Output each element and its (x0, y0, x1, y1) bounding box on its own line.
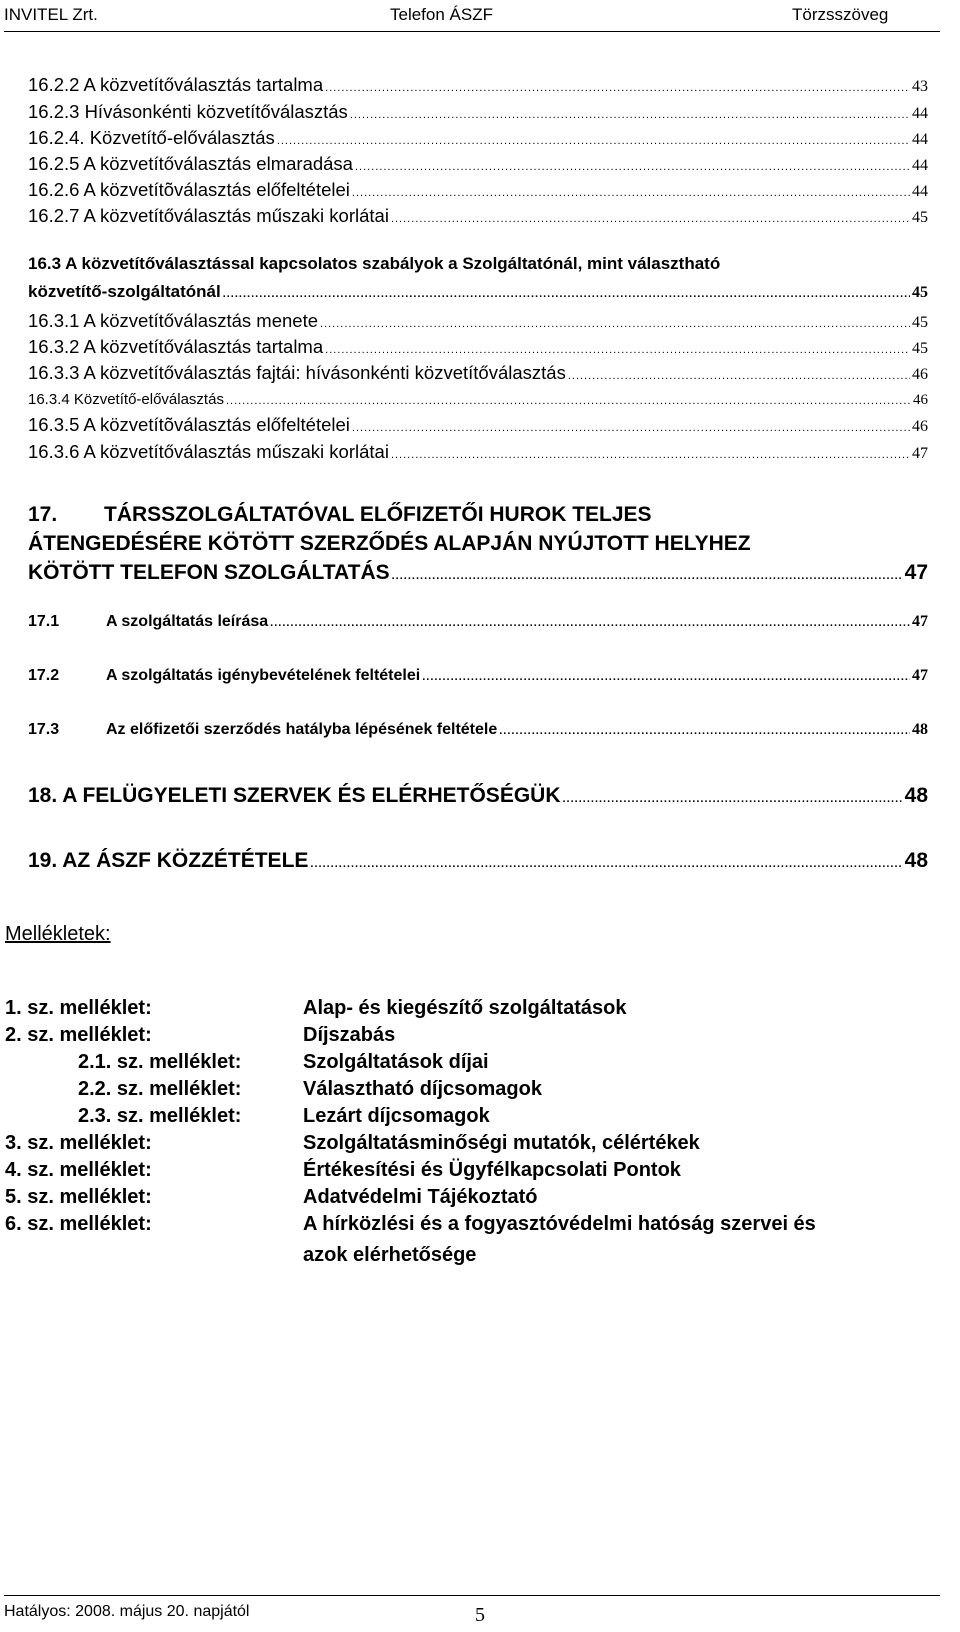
toc-section-16-3[interactable] (28, 282, 928, 302)
toc-leader (355, 161, 910, 173)
toc-entry-page: 46 (912, 418, 928, 435)
annex-label: 3. sz. melléklet: (5, 1132, 152, 1154)
toc-entry[interactable] (28, 179, 928, 201)
toc-entry-page: 45 (912, 340, 928, 357)
toc-entry-title: 16.2.2 A közvetítőválasztás tartalma (28, 74, 324, 95)
annex-label: 2.2. sz. melléklet: (78, 1078, 242, 1100)
toc-entry-page: 45 (912, 314, 928, 331)
toc-entry-page: 47 (912, 445, 928, 462)
footer-rule (4, 1595, 940, 1596)
toc-entry[interactable] (28, 153, 928, 175)
toc-entry[interactable] (28, 362, 928, 384)
annex-title: Adatvédelmi Tájékoztató (303, 1186, 538, 1208)
toc-entry-title: 16.2.4. Közvetítő-előválasztás (28, 127, 275, 148)
annex-title: Választható díjcsomagok (303, 1078, 542, 1100)
toc-entry-page: 44 (912, 157, 928, 174)
toc-entry-title: 19. AZ ÁSZF KÖZZÉTÉTELE (28, 849, 309, 872)
toc-chapter-17-line3[interactable] (28, 561, 928, 585)
annex-label: 2. sz. melléklet: (5, 1024, 152, 1046)
annex-label: 6. sz. melléklet: (5, 1213, 152, 1235)
toc-entry-number: 17.2 (28, 667, 60, 684)
footer-effective-date: Hatályos: 2008. május 20. napjától (4, 1603, 250, 1620)
toc-leader (422, 671, 910, 683)
toc-leader (310, 858, 902, 870)
toc-entry[interactable] (28, 205, 928, 227)
toc-entry-page: 46 (912, 366, 928, 383)
header-company: INVITEL Zrt. (4, 5, 98, 24)
annex-title: Szolgáltatásminőségi mutatók, célértékek (303, 1132, 700, 1154)
toc-entry-title: 16.2.6 A közvetítõválasztás előfeltételei (28, 179, 350, 200)
toc-entry-title: 16.2.7 A közvetítőválasztás műszaki korlátai (28, 205, 389, 226)
annex-title: azok elérhetősége (303, 1244, 477, 1266)
toc-leader (563, 793, 903, 805)
toc-chapter-17-line1[interactable] (28, 503, 652, 527)
toc-entry[interactable] (28, 721, 928, 739)
toc-entry-page: 48 (904, 784, 928, 807)
toc-chapter-number: 17. (28, 503, 58, 526)
toc-chapter-17-line2[interactable]: ÁTENGEDÉSÉRE KÖTÖTT SZERZŐDÉS ALAPJÁN NYÚJTOTT HELYHEZ (28, 532, 751, 555)
toc-chapter-title: TÁRSSZOLGÁLTATÓVAL ELŐFIZETŐI HUROK TELJES (104, 503, 652, 526)
toc-entry-title: közvetítő-szolgáltatónál (28, 282, 221, 301)
annex-title: A hírközlési és a fogyasztóvédelmi hatóság szervei és (303, 1213, 816, 1235)
toc-entry-page: 44 (912, 183, 928, 200)
toc-entry-title: 18. A FELÜGYELETI SZERVEK ÉS ELÉRHETŐSÉGÜK (28, 784, 561, 807)
annex-title: Értékesítési és Ügyfélkapcsolati Pontok (303, 1159, 681, 1181)
page-number: 5 (475, 1604, 485, 1626)
header-document: Telefon ÁSZF (390, 5, 493, 24)
toc-entry-page: 45 (912, 209, 928, 226)
toc-entry[interactable] (28, 336, 928, 358)
toc-leader (350, 109, 910, 121)
toc-entry-title: 16.3.4 Közvetítő-előválasztás (28, 391, 224, 408)
toc-entry[interactable] (28, 414, 928, 436)
toc-leader (391, 449, 910, 461)
toc-leader (392, 570, 903, 582)
toc-entry-page: 48 (912, 721, 928, 738)
toc-entry-page: 47 (904, 561, 928, 584)
page-header (0, 0, 960, 28)
toc-entry-page: 44 (912, 105, 928, 122)
toc-entry[interactable] (28, 101, 928, 123)
toc-entry-title: 16.3.5 A közvetítõválasztás előfeltételei (28, 414, 350, 435)
toc-entry-title: Az előfizetői szerződés hatályba lépésének feltétele (106, 721, 498, 738)
toc-leader (320, 318, 910, 330)
toc-leader (277, 135, 910, 147)
toc-leader (223, 288, 910, 300)
toc-entry-page: 44 (912, 131, 928, 148)
annex-label: 2.3. sz. melléklet: (78, 1105, 242, 1127)
toc-chapter-18[interactable] (28, 784, 928, 808)
annex-title: Díjszabás (303, 1024, 396, 1046)
toc-entry[interactable] (28, 310, 928, 332)
annex-title: Szolgáltatások díjai (303, 1051, 489, 1073)
toc-entry-title: 16.2.3 Hívásonkénti közvetítőválasztás (28, 101, 348, 122)
toc-leader (352, 187, 910, 199)
toc-entry-number: 17.3 (28, 721, 60, 738)
toc-entry-page: 45 (912, 284, 928, 301)
toc-entry[interactable] (28, 441, 928, 463)
annex-title: Lezárt díjcsomagok (303, 1105, 490, 1127)
toc-entry-page: 48 (904, 849, 928, 872)
toc-leader (226, 395, 911, 407)
toc-entry-title: 16.3.1 A közvetítőválasztás menete (28, 310, 319, 331)
annex-label: 4. sz. melléklet: (5, 1159, 152, 1181)
toc-leader (391, 213, 910, 225)
annexes-heading: Mellékletek: (5, 923, 111, 945)
toc-entry-title: A szolgáltatás igénybevételének feltételei (106, 667, 421, 684)
toc-entry-title: 16.2.5 A közvetítőválasztás elmaradása (28, 153, 353, 174)
toc-leader (325, 82, 910, 94)
toc-entry-title: KÖTÖTT TELEFON SZOLGÁLTATÁS (28, 561, 390, 584)
toc-entry-title: 16.3.6 A közvetítőválasztás műszaki korlátai (28, 441, 389, 462)
toc-leader (352, 422, 910, 434)
toc-entry[interactable] (28, 74, 928, 96)
annex-label: 1. sz. melléklet: (5, 997, 152, 1019)
annex-label: 2.1. sz. melléklet: (78, 1051, 242, 1073)
toc-entry-page: 47 (912, 667, 928, 684)
toc-leader (270, 617, 910, 629)
toc-entry-page: 47 (912, 613, 928, 630)
header-rule (4, 31, 940, 32)
toc-entry-title: A szolgáltatás leírása (106, 613, 269, 630)
annex-title: Alap- és kiegészítő szolgáltatások (303, 997, 627, 1019)
toc-leader (568, 370, 910, 382)
toc-entry-title: 16.3.3 A közvetítőválasztás fajtái: hívásonkénti közvetítőválasztás (28, 362, 566, 383)
toc-entry[interactable] (28, 667, 928, 685)
toc-section-16-3-line1[interactable]: 16.3 A közvetítőválasztással kapcsolatos szabályok a Szolgáltatónál, mint választható (28, 254, 721, 273)
toc-entry-number: 17.1 (28, 613, 60, 630)
header-part: Törzsszöveg (792, 5, 889, 24)
toc-entry[interactable] (28, 391, 928, 409)
annex-label: 5. sz. melléklet: (5, 1186, 152, 1208)
toc-entry[interactable] (28, 127, 928, 149)
toc-entry-page: 46 (913, 392, 928, 408)
toc-leader (325, 344, 910, 356)
toc-entry-title: 16.3.2 A közvetítőválasztás tartalma (28, 336, 324, 357)
toc-leader (499, 725, 910, 737)
toc-entry-page: 43 (912, 78, 928, 95)
toc-chapter-19[interactable] (28, 849, 928, 873)
toc-entry[interactable] (28, 613, 928, 631)
